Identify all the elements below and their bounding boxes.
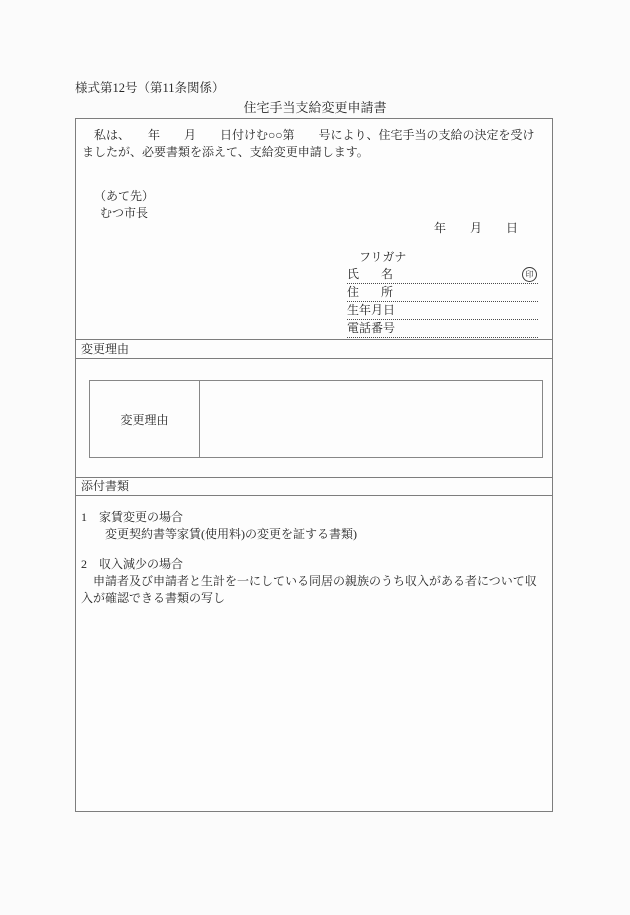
- change-reason-box-label-cell: [90, 381, 200, 457]
- address-row: [347, 284, 538, 302]
- applicant-fields: [347, 249, 538, 338]
- name-blank[interactable]: [397, 266, 520, 283]
- change-reason-entry-area[interactable]: [200, 381, 542, 457]
- declaration-line: ましたが、必要書類を添えて、支給変更申請します。: [82, 145, 369, 159]
- attachment-item-heading: 1 家賃変更の場合: [81, 510, 184, 524]
- addressee-label: （あて先）: [94, 189, 155, 203]
- address-label-second: 所: [380, 285, 393, 299]
- name-label-first: 氏: [347, 267, 360, 281]
- birthdate-row: [347, 302, 538, 320]
- change-reason-box-label: 変更理由: [120, 412, 169, 427]
- address-blank[interactable]: [397, 284, 520, 301]
- name-label: [347, 266, 393, 283]
- addressee-name: むつ市長: [100, 206, 149, 220]
- date-line: 年 月 日: [434, 221, 519, 235]
- attachments-title: 添付書類: [81, 479, 130, 493]
- address-label: [347, 284, 393, 301]
- page-title: 住宅手当支給変更申請書: [243, 100, 387, 115]
- attachments-header: [76, 478, 552, 496]
- attachment-item: [81, 509, 547, 543]
- attachment-item: [81, 556, 547, 607]
- change-reason-title: 変更理由: [81, 342, 130, 356]
- phone-row: [347, 320, 538, 338]
- attachment-item-line: 入が確認できる書類の写し: [81, 591, 226, 605]
- phone-blank[interactable]: [397, 320, 520, 337]
- declaration-line: 私は、 年 月 日付けむ○○第 号により、住宅手当の支給の決定を受け: [82, 128, 535, 142]
- change-reason-box: [89, 380, 543, 458]
- change-reason-body: [76, 359, 552, 478]
- address-label-first: 住: [347, 285, 360, 299]
- declaration-paragraph: [82, 127, 535, 161]
- seal-mark-icon: 印: [522, 267, 537, 282]
- name-label-second: 名: [380, 267, 393, 281]
- section-declaration: [76, 119, 552, 340]
- form-outer-table: [75, 118, 553, 812]
- attachment-item-line: 申請者及び申請者と生計を一にしている同居の親族のうち収入がある者について収: [81, 574, 537, 588]
- furigana-label: フリガナ: [359, 250, 407, 264]
- form-number: 様式第12号（第11条関係）: [75, 81, 225, 95]
- birthdate-label: 生年月日: [347, 303, 396, 317]
- attachments-body: [76, 496, 552, 607]
- attachment-item-line: 変更契約書等家賃(使用料)の変更を証する書類): [81, 527, 357, 541]
- name-row: [347, 266, 538, 284]
- attachment-item-heading: 2 収入減少の場合: [81, 557, 184, 571]
- furigana-row: [347, 249, 538, 266]
- change-reason-header: [76, 340, 552, 359]
- phone-label: 電話番号: [347, 321, 396, 335]
- birthdate-blank[interactable]: [397, 302, 520, 319]
